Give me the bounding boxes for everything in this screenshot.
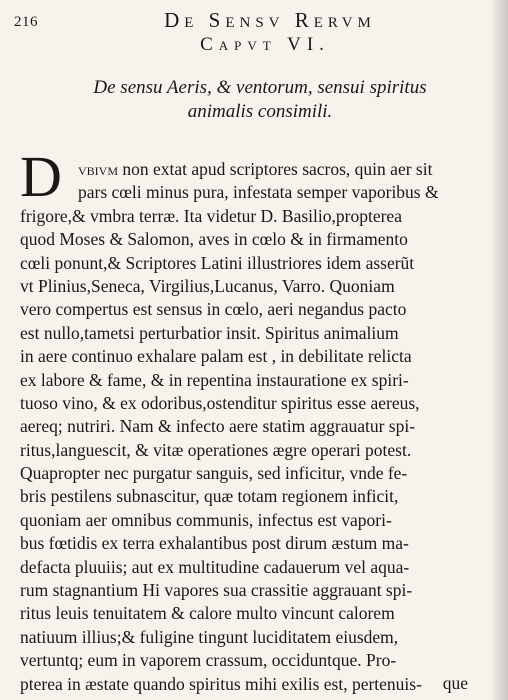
text-line: ex labore & fame, & in repentina instauratione ex spiri-: [20, 369, 409, 390]
text-line: Quapropter nec purgatur sanguis, sed inficitur, vnde fe-: [20, 463, 408, 484]
text-line: quoniam aer omnibus communis, infectus est vapori-: [20, 509, 392, 530]
text-line: pterea in æstate quando spiritus mihi exilis est, pertenuis-: [20, 673, 422, 694]
text-line: tuoso vino, & ex odoribus,ostenditur spiritus esse aereus,: [20, 392, 420, 413]
text-line: natiuum illius;& fuligine tingunt luciditatem eiusdem,: [20, 626, 399, 647]
text-line: [20, 158, 486, 181]
text-line: vertuntq; eum in vaporem crassum, occiduntque. Pro-: [20, 650, 397, 671]
chapter-heading: Capvt VI.: [200, 34, 330, 55]
text-line: ritus leuis tenuitatem & calore multo vincunt calorem: [20, 603, 395, 624]
text-line: bus fœtidis ex terra exhalantibus post dirum æstum ma-: [20, 533, 409, 554]
page-number: 216: [14, 14, 38, 30]
drop-cap-initial: D: [20, 144, 62, 209]
text-line: cœli ponunt,& Scriptores Latini illustriores idem asserũt: [20, 252, 415, 273]
text-line: ritus,languescit, & vitæ operationes ægre operari potest.: [20, 439, 412, 460]
text-line: in aere continuo exhalare palam est , in debilitate relicta: [20, 346, 412, 367]
subtitle-line: animalis consimili.: [187, 101, 333, 122]
text-line: quod Moses & Salomon, aves in cœlo & in firmamento: [20, 229, 408, 250]
text-line: est nullo,tametsi perturbatior insit. Spiritus animalium: [20, 322, 399, 343]
text-line: vero compertus est sensus in cœlo, aeri negandus pacto: [20, 299, 407, 320]
first-word-smallcaps: vbivm: [78, 159, 119, 179]
body-text: [20, 158, 486, 696]
text-line: frigore,& vmbra terræ. Ita videtur D. Basilio,propterea: [20, 205, 402, 226]
text-line: aereq; nutriri. Nam & infecto aere statim aggrauatur spi-: [20, 416, 416, 437]
subtitle-line: De sensu Aeris, & ventorum, sensui spiritus: [93, 77, 427, 98]
page-gutter-shadow: [490, 0, 508, 700]
first-line-rest: non extat apud scriptores sacros, quin aer sit: [118, 159, 433, 179]
text-line: bris pestilens subnascitur, quæ totam regionem inficit,: [20, 486, 399, 507]
text-line: pars cœli minus pura, infestata semper vaporibus &: [78, 182, 439, 203]
catchword: que: [442, 673, 468, 693]
text-line: vt Plinius,Seneca, Virgilius,Lucanus, Varro. Quoniam: [20, 275, 395, 296]
running-head: De Sensv Rervm: [164, 8, 376, 32]
chapter-subtitle: [40, 76, 480, 124]
text-line: rum stagnantium Hi vapores sua crassitie aggrauant spi-: [20, 580, 413, 601]
text-line: defacta pluuiis; aut ex multitudine cadauerum vel aqua-: [20, 556, 410, 577]
